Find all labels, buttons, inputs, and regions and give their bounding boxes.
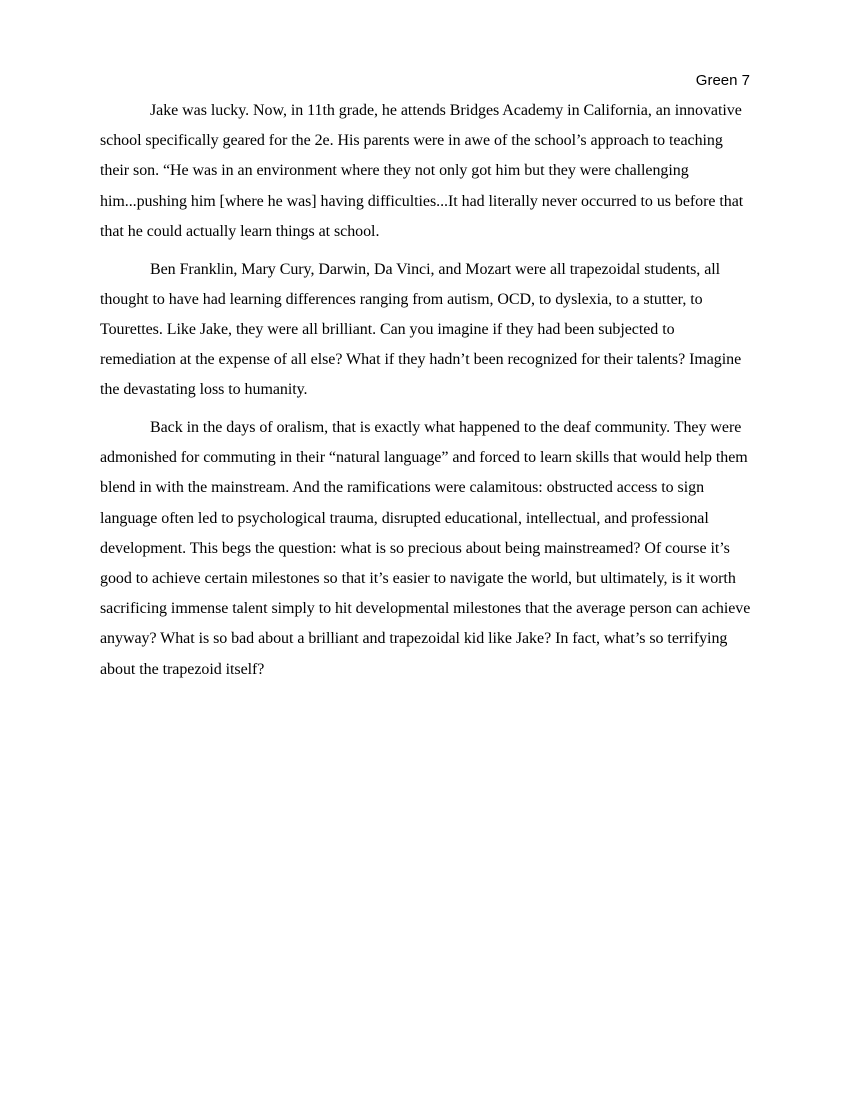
paragraph-jake-bridges-academy: Jake was lucky. Now, in 11th grade, he attends Bridges Academy in California, an innovative school specifically geared for the 2e. His parents were in awe of the school’s approach to teaching their son. “He was in an environment where they not only got him but they were challenging him...pushing him [where he was] having difficulties...It had literally never occurred to us before that that he could actually learn things at school. <box>100 102 744 240</box>
document-body <box>100 96 752 685</box>
running-head-page-number: Green 7 <box>695 72 750 89</box>
paragraph-famous-trapezoidal-students: Ben Franklin, Mary Cury, Darwin, Da Vinci, and Mozart were all trapezoidal students, all thought to have had learning differences ranging from autism, OCD, to dyslexia, to a stutter, to Tourettes. Like Jake, they were all brilliant. Can you imagine if they had been subjected to remediation at the expense of all else? What if they hadn’t been recognized for their talents? Imagine the devastating loss to humanity. <box>100 260 742 399</box>
paragraph-oralism-deaf-community: Back in the days of oralism, that is exactly what happened to the deaf community. They were admonished for commuting in their “natural language” and forced to learn skills that would help them blend in with the mainstream. And the ramifications were calamitous: obstructed access to sign language often led to psychological trauma, disrupted educational, intellectual, and professional development. This begs the question: what is so precious about being mainstreamed? Of course it’s good to achieve certain milestones so that it’s easier to navigate the world, but ultimately, is it worth sacrificing immense talent simply to hit developmental milestones that the average person can achieve anyway? What is so bad about a brilliant and trapezoidal kid like Jake? In fact, what’s so terrifying about the trapezoid itself? <box>100 419 751 678</box>
